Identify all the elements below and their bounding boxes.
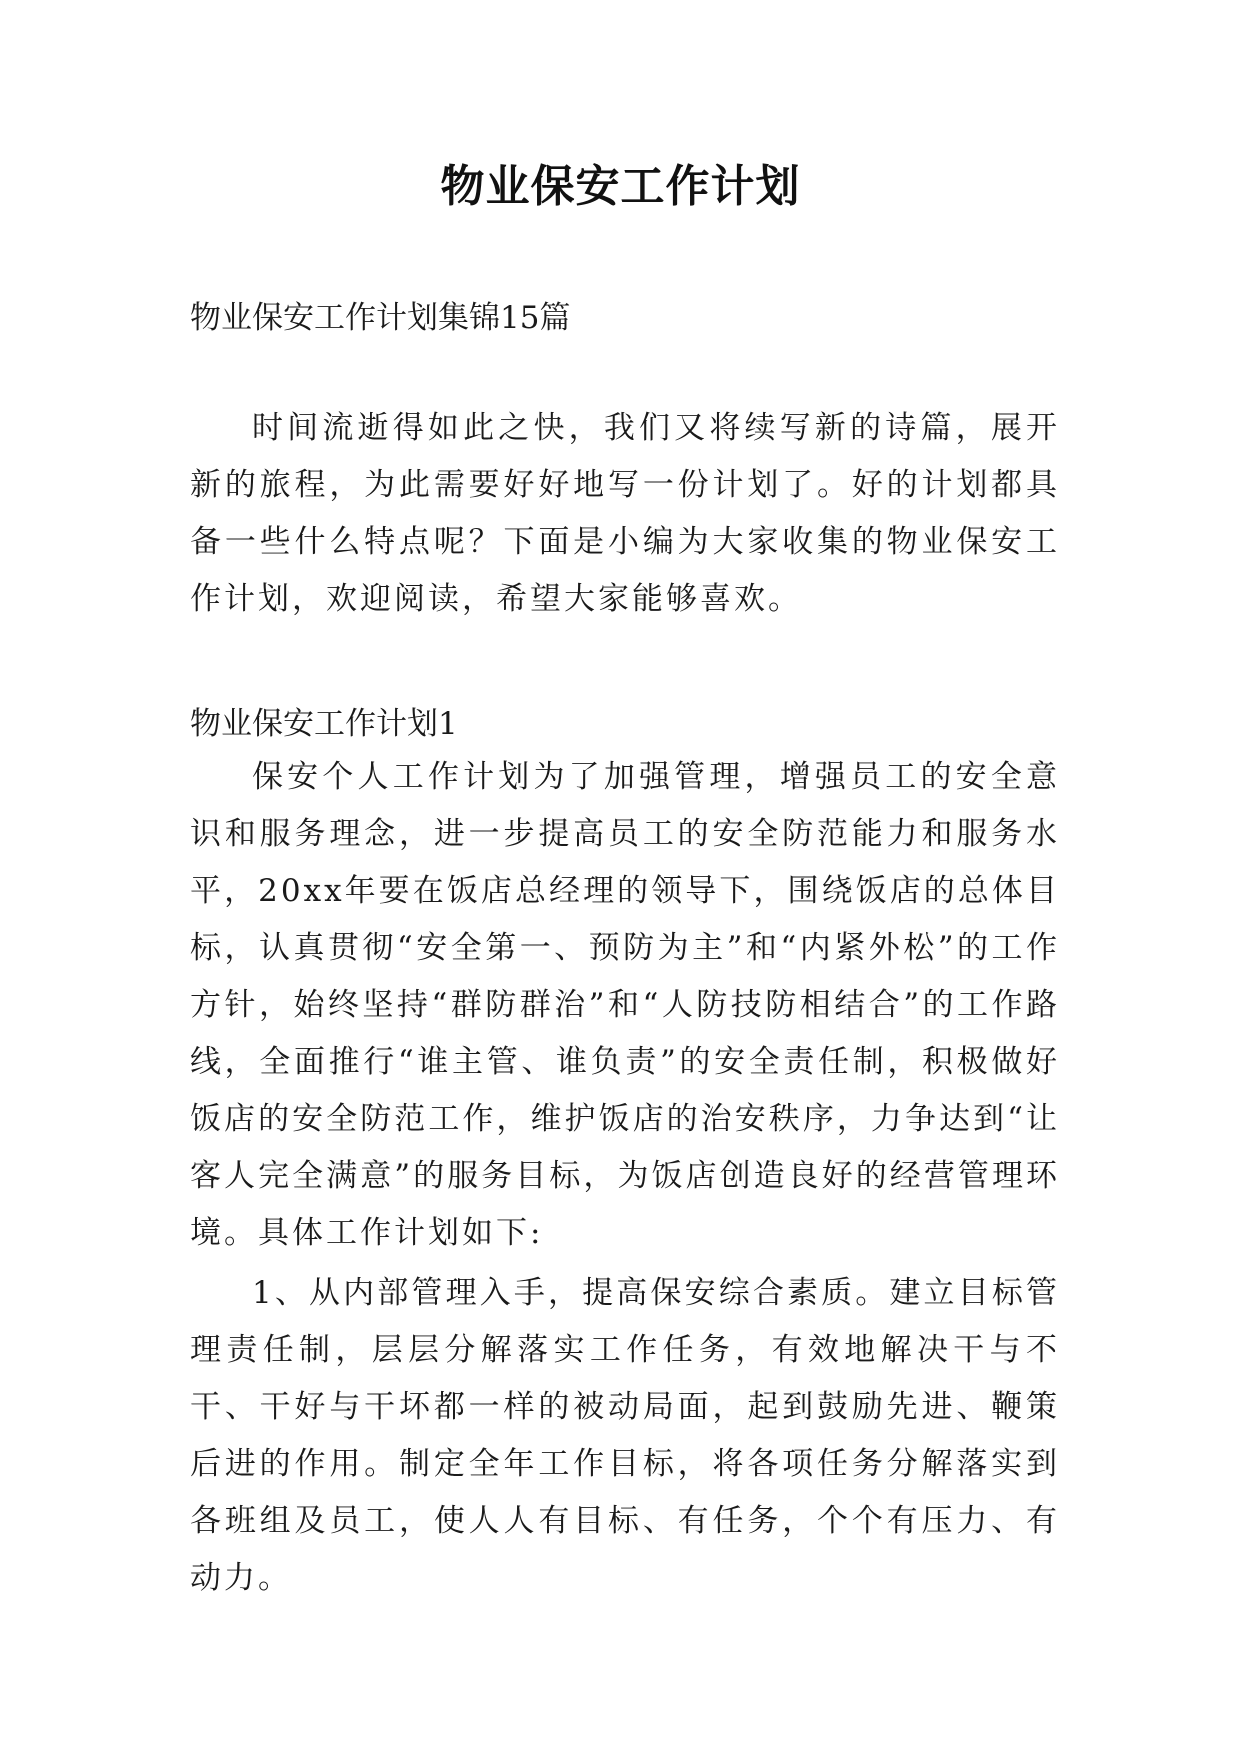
section-heading: 物业保安工作计划1 (190, 706, 458, 742)
intro-paragraph: 时间流逝得如此之快，我们又将续写新的诗篇，展开新的旅程，为此需要好好地写一份计划了。好的计划都具备一些什么特点呢？下面是小编为大家收集的物业保安工作计划，欢迎阅读，希望大家能够喜欢。 (190, 410, 1060, 617)
section-paragraph-1: 保安个人工作计划为了加强管理，增强员工的安全意识和服务理念，进一步提高员工的安全防范能力和服务水平，20xx年要在饭店总经理的领导下，围绕饭店的总体目标，认真贯彻“安全第一、预防为主”和“内紧外松”的工作方针，始终坚持“群防群治”和“人防技防相结合”的工作路线，全面推行“谁主管、谁负责”的安全责任制，积极做好饭店的安全防范工作，维护饭店的治安秩序，力争达到“让客人完全满意”的服务目标，为饭店创造良好的经营管理环境。具体工作计划如下: (190, 759, 1060, 1251)
document-subtitle: 物业保安工作计划集锦15篇 (190, 300, 571, 336)
section-paragraph-2: 1、从内部管理入手，提高保安综合素质。建立目标管理责任制，层层分解落实工作任务，有效地解决干与不干、干好与干坏都一样的被动局面，起到鼓励先进、鞭策后进的作用。制定全年工作目标，将各项任务分解落实到各班组及员工，使人人有目标、有任务，个个有压力、有动力。 (190, 1275, 1060, 1596)
document-title: 物业保安工作计划 (440, 161, 801, 212)
